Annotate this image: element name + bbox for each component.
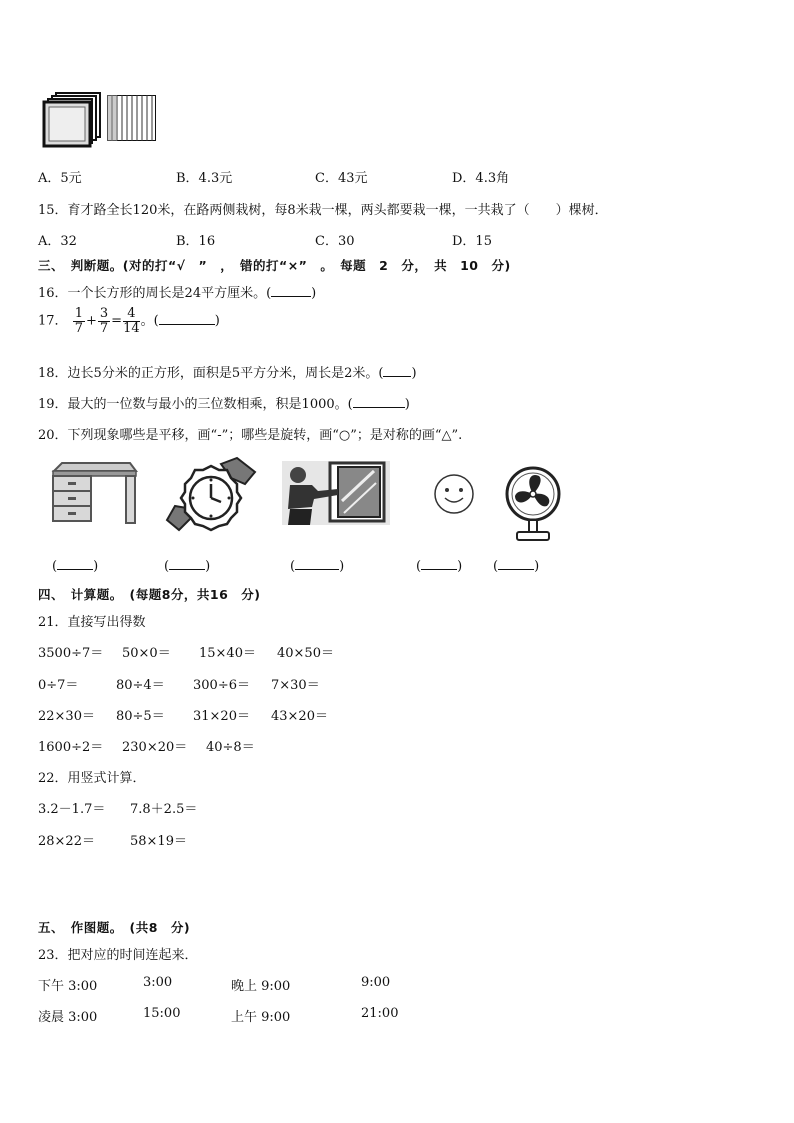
calc-row-4-1[interactable]: 1600÷2＝ [38,740,104,755]
time-15-00[interactable]: 15:00 [143,1006,181,1021]
q17-tail: 。( [140,313,159,329]
time-3-00[interactable]: 3:00 [143,975,173,990]
calc-row-1-3[interactable]: 15×40＝ [199,646,256,661]
smiley-face-icon [433,473,475,515]
time-21-00[interactable]: 21:00 [361,1006,399,1021]
q17-num: 17． [38,313,68,329]
calc-row-2-4[interactable]: 7×30＝ [271,678,320,693]
q15-option-a[interactable]: A．32 [38,234,77,249]
plus-sign: + [85,313,97,329]
q15-option-c[interactable]: C．30 [315,234,355,249]
fraction-1-den: 7 [74,320,83,336]
q20-answer-window[interactable]: ( ) [290,559,345,574]
tenths-strip-icon [107,95,157,141]
calc-row-1-2[interactable]: 50×0＝ [122,646,171,661]
fraction-1 [73,307,85,335]
q16 [38,282,316,301]
q18-answer-blank[interactable] [383,365,411,377]
q19-answer-blank[interactable] [353,396,405,408]
q23-text: 23．把对应的时间连起来． [38,948,198,963]
q17-answer-blank[interactable] [159,313,215,325]
q19 [38,393,410,412]
q20-text: 20．下列现象哪些是平移，画“-”；哪些是旋转，画“○”；是对称的画“△”. [38,428,463,443]
calc-row-4-3[interactable]: 40÷8＝ [206,740,255,755]
q20-answer-smiley[interactable]: ( ) [416,559,463,574]
calc-row-3-4[interactable]: 43×20＝ [271,709,328,724]
time-9-00[interactable]: 9:00 [361,975,391,990]
calc-row-4-2[interactable]: 230×20＝ [122,740,188,755]
money-bills-icon [44,91,104,147]
fraction-3-den: 14 [123,320,140,336]
q18 [38,362,417,381]
q15-option-b[interactable]: B．16 [176,234,216,249]
q19-close: ) [404,397,410,412]
q18-close: ) [411,366,417,381]
q20-answer-watch[interactable]: ( ) [164,559,211,574]
vertical-calc-1-2[interactable]: 7.8＋2.5＝ [130,802,198,817]
q22-text: 22．用竖式计算． [38,771,146,786]
q14-option-b[interactable]: B．4.3元 [176,171,233,186]
q20-answer-desk[interactable]: ( ) [52,559,99,574]
time-label-evening-9[interactable]: 晚上 9:00 [231,979,291,994]
calc-row-2-2[interactable]: 80÷4＝ [116,678,165,693]
q19-text: 19．最大的一位数与最小的三位数相乘，积是1000。( [38,397,353,412]
q16-close: ) [311,286,317,301]
section-3-title: 三、 判断题。(对的打“√ ” ， 错的打“×” 。 每题 2 分， 共 10 分) [38,258,511,273]
fraction-2 [98,307,110,335]
fan-icon [503,466,563,544]
time-label-afternoon-3[interactable]: 下午 3:00 [38,979,98,994]
calc-row-3-2[interactable]: 80÷5＝ [116,709,165,724]
fraction-1-num: 1 [74,306,83,321]
calc-row-2-3[interactable]: 300÷6＝ [193,678,250,693]
calc-row-3-3[interactable]: 31×20＝ [193,709,250,724]
q14-option-a[interactable]: A．5元 [38,171,82,186]
time-label-dawn-3[interactable]: 凌晨 3:00 [38,1010,98,1025]
calc-row-1-4[interactable]: 40×50＝ [277,646,334,661]
calc-row-1-1[interactable]: 3500÷7＝ [38,646,104,661]
window-push-icon [282,461,390,525]
fraction-2-num: 3 [99,306,109,321]
calc-row-2-1[interactable]: 0÷7＝ [38,678,79,693]
q16-answer-blank[interactable] [271,285,311,297]
q14-option-d[interactable]: D．4.3角 [452,171,510,186]
q14-option-c[interactable]: C．43元 [315,171,368,186]
desk-icon [50,461,138,525]
section-5-title: 五、 作图题。 (共8 分) [38,920,191,935]
q15-option-d[interactable]: D．15 [452,234,492,249]
q20-answer-fan[interactable]: ( ) [493,559,540,574]
equals-sign: = [111,313,123,329]
calc-row-3-1[interactable]: 22×30＝ [38,709,95,724]
q18-text: 18．边长5分米的正方形，面积是5平方分米，周长是2米。( [38,366,384,381]
q16-text: 16．一个长方形的周长是24平方厘米。( [38,286,272,301]
fraction-2-den: 7 [99,320,109,336]
q21-text: 21．直接写出得数 [38,615,146,630]
fraction-3-num: 4 [123,307,140,322]
vertical-calc-1-1[interactable]: 3.2－1.7＝ [38,802,106,817]
watch-icon [165,458,257,534]
section-4-title: 四、 计算题。 (每题8分，共16 分) [38,587,261,602]
q17 [38,307,220,335]
time-label-morning-9[interactable]: 上午 9:00 [231,1010,291,1025]
q17-close: ) [214,313,220,329]
vertical-calc-2-2[interactable]: 58×19＝ [130,834,187,849]
fraction-3 [123,307,140,335]
q15-stem: 15．育才路全长120米，在路两侧栽树，每8米栽一棵，两头都要栽一棵，一共栽了（ ）棵树． [38,203,608,218]
vertical-calc-2-1[interactable]: 28×22＝ [38,834,95,849]
